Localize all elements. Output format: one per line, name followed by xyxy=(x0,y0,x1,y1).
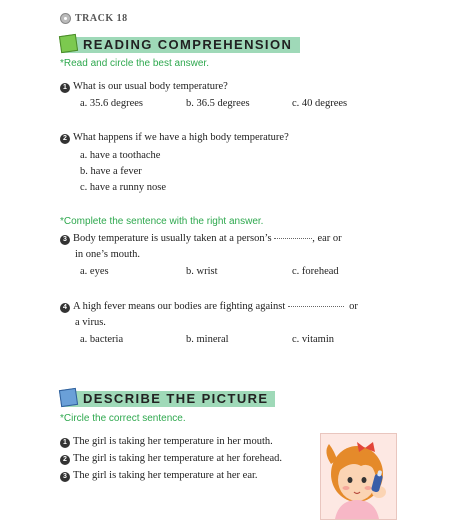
option-a[interactable]: a. bacteria xyxy=(80,334,124,345)
option-c[interactable]: c. 40 degrees xyxy=(292,98,348,109)
option-b[interactable]: b. mineral xyxy=(186,334,229,345)
girl-thermometer-illustration xyxy=(320,433,397,520)
question-text: A high fever means our bodies are fighting against xyxy=(73,301,286,312)
section3-title: DESCRIBE THE PICTURE xyxy=(83,391,269,406)
option-a[interactable]: a. 35.6 degrees xyxy=(80,98,143,109)
section1-title: READING COMPREHENSION xyxy=(83,37,293,52)
number-badge: 2 xyxy=(60,455,70,465)
answer-blank[interactable] xyxy=(288,306,344,307)
question-3 xyxy=(60,232,342,246)
option-b[interactable]: b. have a fever xyxy=(80,166,142,177)
question-4 xyxy=(60,300,358,314)
number-badge: 2 xyxy=(60,134,70,144)
number-badge: 4 xyxy=(60,303,70,313)
option-c[interactable]: c. vitamin xyxy=(292,334,334,345)
picture-icon xyxy=(59,388,78,407)
option-b[interactable]: b. wrist xyxy=(186,266,218,277)
question-text: What is our usual body temperature? xyxy=(73,81,228,92)
question-text-end: or xyxy=(349,301,358,312)
question-text: Body temperature is usually taken at a person’s xyxy=(73,233,272,244)
sentence-text: The girl is taking her temperature in her mouth. xyxy=(73,436,273,447)
question-4-line2: a virus. xyxy=(75,317,106,328)
number-badge: 1 xyxy=(60,438,70,448)
option-b[interactable]: b. 36.5 degrees xyxy=(186,98,250,109)
number-badge: 3 xyxy=(60,235,70,245)
option-a[interactable]: a. have a toothache xyxy=(80,150,161,161)
track-header xyxy=(60,13,128,24)
option-c[interactable]: c. have a runny nose xyxy=(80,182,167,193)
question-3-line2: in one’s mouth. xyxy=(75,249,141,260)
section1-instruction: *Read and circle the best answer. xyxy=(60,58,209,69)
section3-instruction: *Circle the correct sentence. xyxy=(60,413,186,424)
question-text: What happens if we have a high body temperature? xyxy=(73,132,289,143)
option-a[interactable]: a. eyes xyxy=(80,266,109,277)
sentence-2[interactable] xyxy=(60,452,282,466)
answer-blank[interactable] xyxy=(274,238,312,239)
question-1 xyxy=(60,80,228,94)
number-badge: 3 xyxy=(60,472,70,482)
sentence-text: The girl is taking her temperature at her forehead. xyxy=(73,453,283,464)
number-badge: 1 xyxy=(60,83,70,93)
sentence-text: The girl is taking her temperature at her ear. xyxy=(73,470,258,481)
cd-icon xyxy=(60,13,71,24)
option-c[interactable]: c. forehead xyxy=(292,266,339,277)
track-label: TRACK 18 xyxy=(75,13,128,24)
girl-thermometer-image xyxy=(321,434,396,519)
question-2 xyxy=(60,131,289,145)
book-icon xyxy=(59,34,78,53)
sentence-3[interactable] xyxy=(60,469,258,483)
question-text-end: , ear or xyxy=(312,233,342,244)
sentence-1[interactable] xyxy=(60,435,273,449)
section2-instruction: *Complete the sentence with the right answer. xyxy=(60,216,264,227)
